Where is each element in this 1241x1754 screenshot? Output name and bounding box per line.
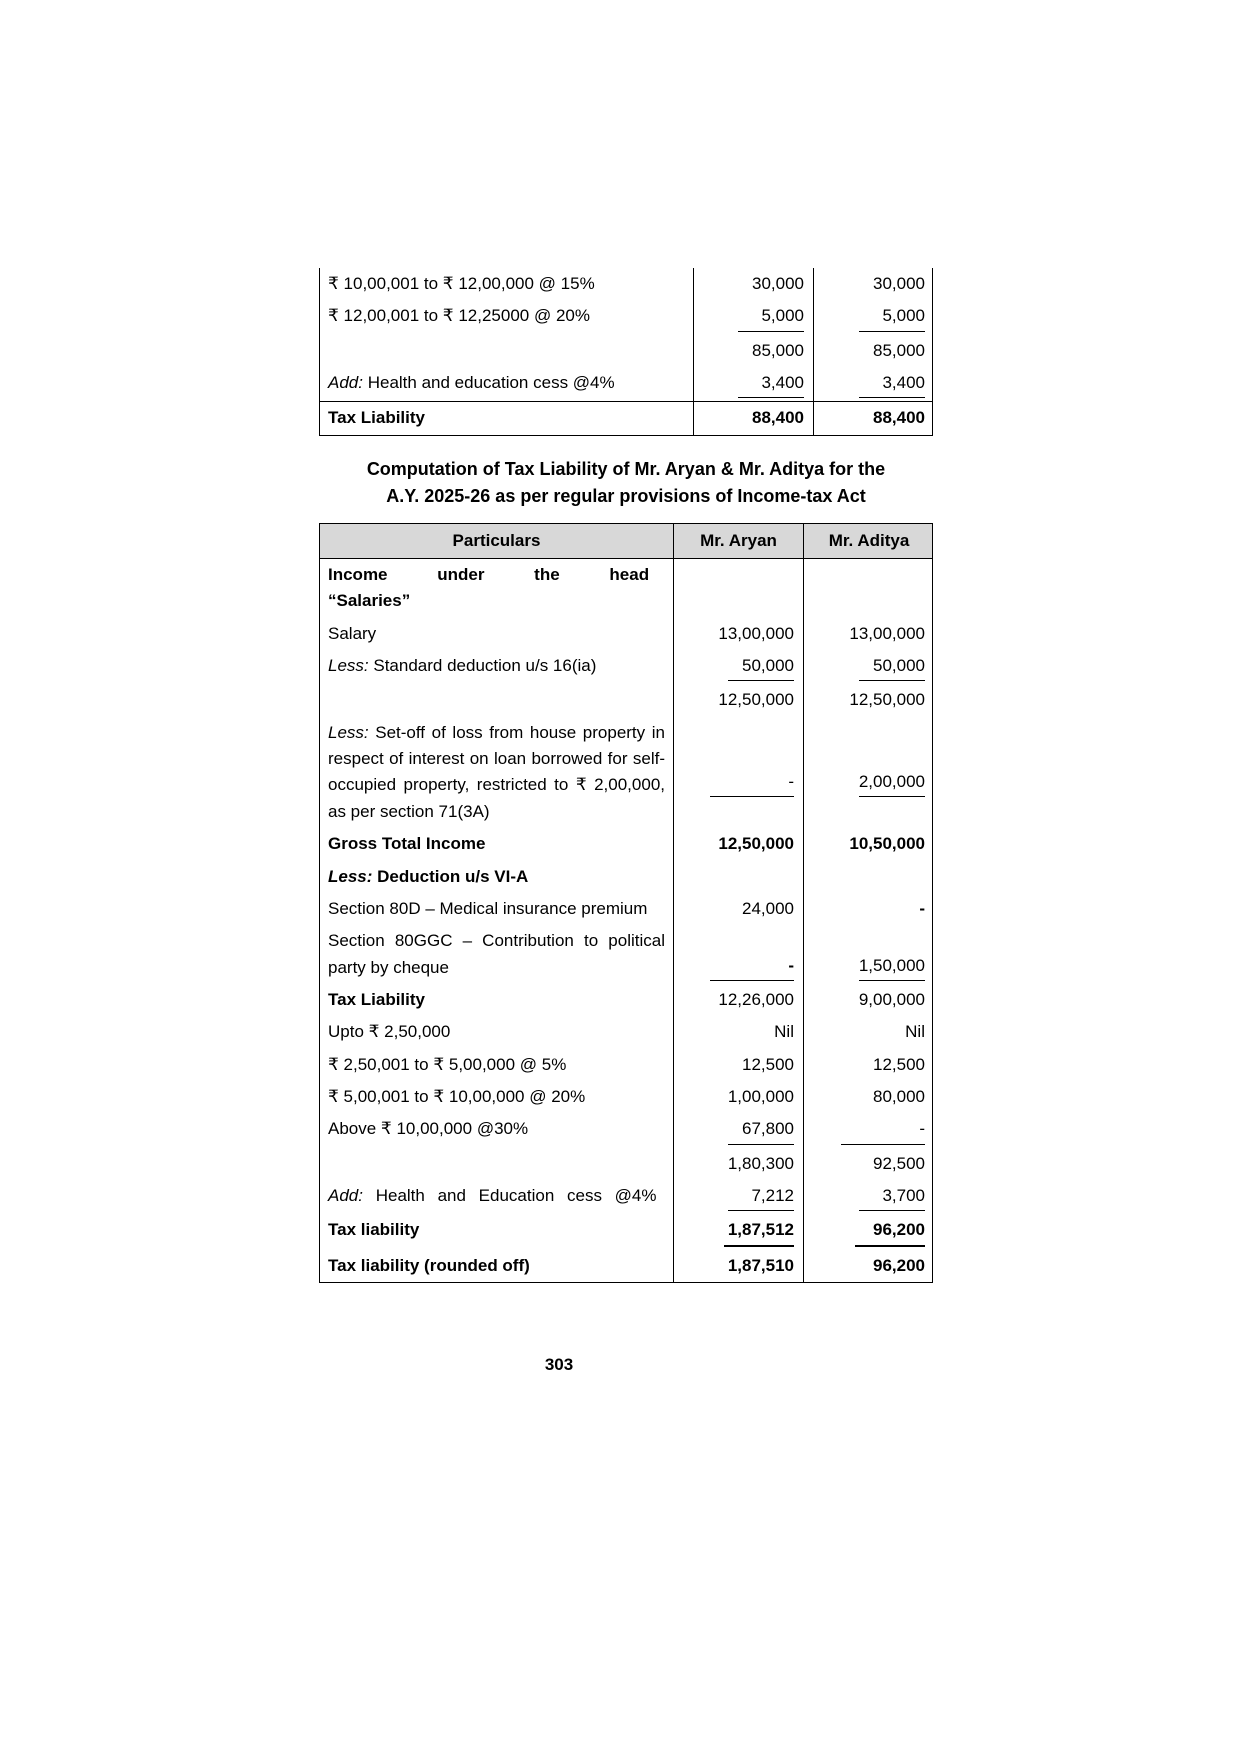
row-label: Section 80D – Medical insurance premium bbox=[328, 898, 648, 918]
aditya-value-cell bbox=[814, 402, 934, 434]
aditya-value-cell bbox=[804, 1148, 934, 1180]
aditya-value: 5,000 bbox=[859, 303, 925, 331]
row-label: Salary bbox=[328, 623, 377, 643]
particulars-cell bbox=[320, 335, 694, 367]
row-label: Above ₹ 10,00,000 @30% bbox=[328, 1119, 529, 1139]
table-row bbox=[320, 1148, 932, 1180]
aryan-value: 88,400 bbox=[752, 408, 804, 428]
row-label: ₹ 2,50,001 to ₹ 5,00,000 @ 5% bbox=[328, 1054, 567, 1074]
particulars-cell bbox=[320, 1180, 674, 1214]
aryan-value: - bbox=[710, 953, 794, 981]
aditya-value-cell bbox=[804, 1113, 934, 1147]
aditya-value-cell bbox=[804, 559, 934, 618]
aryan-value-cell bbox=[674, 1180, 804, 1214]
particulars-cell bbox=[320, 828, 674, 860]
particulars-cell bbox=[320, 1081, 674, 1113]
aryan-value: 5,000 bbox=[738, 303, 804, 331]
aditya-value: 3,700 bbox=[859, 1183, 925, 1211]
aditya-value: 3,400 bbox=[859, 370, 925, 398]
aryan-value: 13,00,000 bbox=[718, 623, 794, 643]
aditya-value: 96,200 bbox=[873, 1255, 925, 1275]
table-row bbox=[320, 618, 932, 650]
aryan-value-cell bbox=[674, 1113, 804, 1147]
particulars-cell bbox=[320, 559, 674, 618]
aditya-value-cell bbox=[804, 1250, 934, 1282]
aditya-value-cell bbox=[804, 618, 934, 650]
less-label: Less: bbox=[328, 866, 373, 886]
aditya-value: 50,000 bbox=[859, 653, 925, 681]
aditya-value: 80,000 bbox=[873, 1086, 925, 1106]
row-label: Tax liability bbox=[328, 1220, 420, 1240]
row-label: Upto ₹ 2,50,000 bbox=[328, 1022, 451, 1042]
aryan-value: 3,400 bbox=[738, 370, 804, 398]
table-row bbox=[320, 335, 932, 367]
row-label: ₹ 12,00,001 to ₹ 12,25000 @ 20% bbox=[328, 306, 590, 326]
aditya-value: 96,200 bbox=[855, 1217, 925, 1246]
aryan-value: 50,000 bbox=[728, 653, 794, 681]
row-label: Tax liability (rounded off) bbox=[328, 1255, 530, 1275]
particulars-cell bbox=[320, 1049, 674, 1081]
particulars-cell bbox=[320, 618, 674, 650]
aditya-value: - bbox=[919, 898, 925, 918]
particulars-cell bbox=[320, 925, 674, 984]
tax-computation-table bbox=[319, 523, 933, 1283]
aditya-value-cell bbox=[804, 1180, 934, 1214]
table-row bbox=[320, 828, 932, 860]
row-label: ₹ 5,00,001 to ₹ 10,00,000 @ 20% bbox=[328, 1086, 586, 1106]
aditya-value-cell bbox=[814, 300, 934, 334]
particulars-cell bbox=[320, 300, 694, 334]
particulars-cell bbox=[320, 1214, 674, 1249]
aryan-value: 7,212 bbox=[728, 1183, 794, 1211]
aryan-value: 12,26,000 bbox=[718, 989, 794, 1009]
particulars-cell bbox=[320, 984, 674, 1016]
section-heading bbox=[306, 456, 946, 510]
aditya-value: 92,500 bbox=[873, 1153, 925, 1173]
particulars-cell bbox=[320, 402, 694, 434]
row-label: Section 80GGC – Contribution to political party by cheque bbox=[328, 931, 665, 977]
particulars-cell bbox=[320, 717, 674, 828]
aryan-value-cell bbox=[694, 300, 814, 334]
aditya-value: 10,50,000 bbox=[849, 834, 925, 854]
aditya-value-cell bbox=[804, 717, 934, 828]
aryan-value: 85,000 bbox=[752, 340, 804, 360]
table-row bbox=[320, 1180, 932, 1214]
aditya-value-cell bbox=[814, 268, 934, 300]
particulars-cell bbox=[320, 861, 674, 893]
less-label: Less: bbox=[328, 722, 369, 742]
row-label: Tax Liability bbox=[328, 408, 425, 428]
heading-line-2: A.Y. 2025-26 as per regular provisions of Income-tax Act bbox=[386, 485, 866, 506]
row-label: Set-off of loss from house property in respect of interest on loan borrowed for self-occupied property, restricted to ₹ 2,00,000, as per section 71(3A) bbox=[328, 722, 665, 821]
aditya-value-cell bbox=[804, 893, 934, 925]
particulars-cell bbox=[320, 1016, 674, 1048]
particulars-cell bbox=[320, 1148, 674, 1180]
page-content bbox=[319, 268, 933, 1283]
particulars-cell bbox=[320, 650, 674, 684]
aryan-value: 1,87,510 bbox=[727, 1255, 794, 1275]
aryan-value: 24,000 bbox=[742, 898, 794, 918]
aryan-value-cell bbox=[674, 925, 804, 984]
table-row bbox=[320, 300, 932, 334]
row-label: Health and Education cess @4% bbox=[362, 1185, 657, 1205]
table-row bbox=[320, 893, 932, 925]
aditya-value-cell bbox=[814, 367, 934, 401]
row-label: Gross Total Income bbox=[328, 834, 486, 854]
aditya-value-cell bbox=[804, 684, 934, 716]
aryan-value-cell bbox=[674, 1016, 804, 1048]
aryan-value: 1,00,000 bbox=[727, 1086, 794, 1106]
aditya-value: - bbox=[841, 1116, 925, 1144]
aryan-value-cell bbox=[674, 828, 804, 860]
row-label: Standard deduction u/s 16(ia) bbox=[368, 656, 597, 676]
aditya-value-cell bbox=[804, 1081, 934, 1113]
particulars-cell bbox=[320, 684, 674, 716]
particulars-cell bbox=[320, 268, 694, 300]
aryan-value: 12,500 bbox=[742, 1054, 794, 1074]
aryan-value-cell bbox=[694, 402, 814, 434]
header-aditya: Mr. Aditya bbox=[828, 530, 910, 550]
aryan-value: 12,50,000 bbox=[718, 834, 794, 854]
row-label: Health and education cess @4% bbox=[362, 373, 615, 393]
aryan-value-cell bbox=[674, 650, 804, 684]
aryan-value-cell bbox=[694, 367, 814, 401]
aryan-value-cell bbox=[674, 618, 804, 650]
aditya-value-cell bbox=[804, 1214, 934, 1249]
page-number: 303 bbox=[544, 1355, 574, 1374]
aditya-value: 13,00,000 bbox=[849, 623, 925, 643]
aryan-value-cell bbox=[674, 684, 804, 716]
table-row bbox=[320, 1214, 932, 1249]
aditya-value: 1,50,000 bbox=[859, 953, 925, 981]
aryan-value-cell bbox=[674, 717, 804, 828]
particulars-cell bbox=[320, 1250, 674, 1282]
table-header-row bbox=[320, 524, 932, 559]
aryan-value-cell bbox=[674, 1081, 804, 1113]
aditya-value: 88,400 bbox=[873, 408, 925, 428]
table-row bbox=[320, 1250, 932, 1282]
aryan-value: Nil bbox=[774, 1022, 794, 1042]
table-row bbox=[320, 684, 932, 716]
aryan-value: 30,000 bbox=[752, 274, 804, 293]
less-label: Less: bbox=[328, 656, 369, 676]
aditya-value-cell bbox=[804, 861, 934, 893]
table-row bbox=[320, 367, 932, 401]
table-row bbox=[320, 559, 932, 618]
row-label: ₹ 10,00,001 to ₹ 12,00,000 @ 15% bbox=[328, 274, 595, 293]
aryan-value-cell bbox=[674, 1250, 804, 1282]
table-row bbox=[320, 401, 932, 434]
aditya-value: 12,50,000 bbox=[849, 690, 925, 710]
heading-line-1: Computation of Tax Liability of Mr. Aryan & Mr. Aditya for the bbox=[366, 458, 886, 479]
aryan-value: 67,800 bbox=[728, 1116, 794, 1144]
aryan-value-cell bbox=[674, 1214, 804, 1249]
aditya-value-cell bbox=[804, 925, 934, 984]
aryan-value-cell bbox=[674, 1049, 804, 1081]
particulars-cell bbox=[320, 367, 694, 401]
aryan-value-cell bbox=[674, 893, 804, 925]
header-aryan: Mr. Aryan bbox=[674, 524, 804, 558]
aditya-value: 2,00,000 bbox=[859, 769, 925, 797]
aditya-value: 85,000 bbox=[873, 340, 925, 360]
particulars-cell bbox=[320, 893, 674, 925]
aryan-value: 1,87,512 bbox=[724, 1217, 794, 1246]
aditya-value-cell bbox=[804, 828, 934, 860]
aditya-value: 30,000 bbox=[873, 274, 925, 293]
table-row bbox=[320, 984, 932, 1016]
table-row bbox=[320, 650, 932, 684]
aryan-value-cell bbox=[694, 335, 814, 367]
aditya-value-cell bbox=[804, 1049, 934, 1081]
aryan-value-cell bbox=[674, 559, 804, 618]
row-label: Deduction u/s VI-A bbox=[372, 866, 529, 886]
aditya-value-cell bbox=[804, 1016, 934, 1048]
table-row bbox=[320, 1049, 932, 1081]
header-particulars: Particulars bbox=[320, 524, 674, 558]
table-row bbox=[320, 268, 932, 300]
aditya-value-cell bbox=[804, 650, 934, 684]
table-row bbox=[320, 1081, 932, 1113]
table-row bbox=[320, 1113, 932, 1147]
table-row bbox=[320, 861, 932, 893]
aryan-value-cell bbox=[674, 861, 804, 893]
table-row bbox=[320, 925, 932, 984]
particulars-cell bbox=[320, 1113, 674, 1147]
aditya-value: Nil bbox=[905, 1022, 925, 1042]
add-label: Add: bbox=[328, 1185, 363, 1205]
aditya-value-cell bbox=[804, 984, 934, 1016]
aryan-value-cell bbox=[694, 268, 814, 300]
row-label: Income under the head “Salaries” bbox=[328, 565, 650, 611]
row-label: Tax Liability bbox=[328, 989, 425, 1009]
aditya-value: 12,500 bbox=[873, 1054, 925, 1074]
aditya-value-cell bbox=[814, 335, 934, 367]
aryan-value: 12,50,000 bbox=[718, 690, 794, 710]
aryan-value: - bbox=[710, 769, 794, 797]
table-row bbox=[320, 717, 932, 828]
table-row bbox=[320, 1016, 932, 1048]
add-label: Add: bbox=[328, 373, 363, 393]
aditya-value: 9,00,000 bbox=[858, 989, 925, 1009]
tax-slab-table-continued bbox=[319, 268, 933, 436]
aryan-value: 1,80,300 bbox=[727, 1153, 794, 1173]
aryan-value-cell bbox=[674, 984, 804, 1016]
aryan-value-cell bbox=[674, 1148, 804, 1180]
